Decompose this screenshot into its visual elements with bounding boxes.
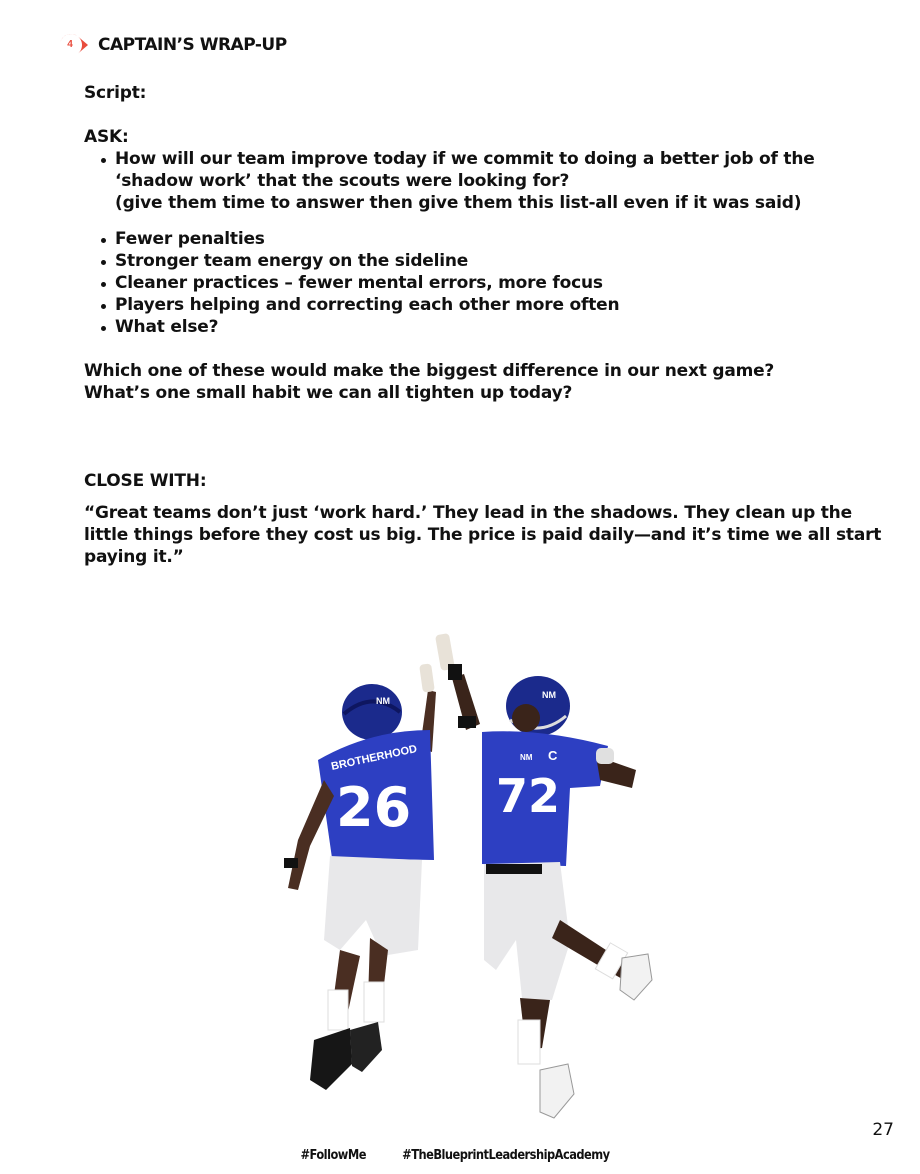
section-title: CAPTAIN’S WRAP-UP — [98, 35, 287, 55]
players-high-five-photo — [270, 620, 670, 1130]
jersey-mark-right: NM — [520, 753, 533, 762]
jersey-letter-right: C — [548, 748, 558, 763]
followup-question: What’s one small habit we can all tighten up today? — [84, 383, 573, 403]
step-number: 4 — [67, 39, 73, 50]
jersey-number-left: 26 — [336, 776, 412, 839]
jersey-number-right: 72 — [496, 769, 561, 823]
close-label: CLOSE WITH: — [84, 471, 207, 491]
list-item: Fewer penalties — [98, 228, 894, 250]
list-item: What else? — [98, 316, 894, 338]
ask-note: (give them time to answer then give them this list-all even if it was said) — [115, 193, 802, 213]
helmet-mark-left: NM — [376, 696, 390, 706]
section-header — [58, 32, 287, 58]
hashtag-academy: #TheBlueprintLeadershipAcademy — [402, 1148, 610, 1163]
player-26 — [284, 663, 436, 1090]
list-item: Stronger team energy on the sideline — [98, 250, 894, 272]
ask-question-line-1: How will our team improve today if we commit to doing a better job of the — [115, 149, 815, 169]
ask-question-list — [84, 148, 894, 192]
followup-question: Which one of these would make the biggest difference in our next game? — [84, 361, 775, 381]
ask-question — [98, 148, 894, 192]
page-number: 27 — [872, 1120, 894, 1140]
hashtag-follow-me: #FollowMe — [300, 1148, 367, 1163]
step-badge — [58, 32, 90, 58]
player-72 — [435, 633, 652, 1118]
script-content — [84, 82, 894, 568]
script-label: Script: — [84, 83, 147, 103]
jersey-name-left: BROTHERHOOD — [330, 743, 419, 773]
list-item: Players helping and correcting each other more often — [98, 294, 894, 316]
ask-label: ASK: — [84, 127, 129, 147]
closing-quote: “Great teams don’t just ‘work hard.’ They lead in the shadows. They clean up the little things before they cost us big. The price is paid daily—and it’s time we all start paying it.” — [84, 503, 882, 567]
footer-hashtags — [0, 1144, 920, 1163]
list-item: Cleaner practices – fewer mental errors, more focus — [98, 272, 894, 294]
ask-question-line-2: ‘shadow work’ that the scouts were looking for? — [115, 171, 570, 191]
helmet-mark-right: NM — [542, 690, 556, 700]
improvement-list — [84, 228, 894, 338]
